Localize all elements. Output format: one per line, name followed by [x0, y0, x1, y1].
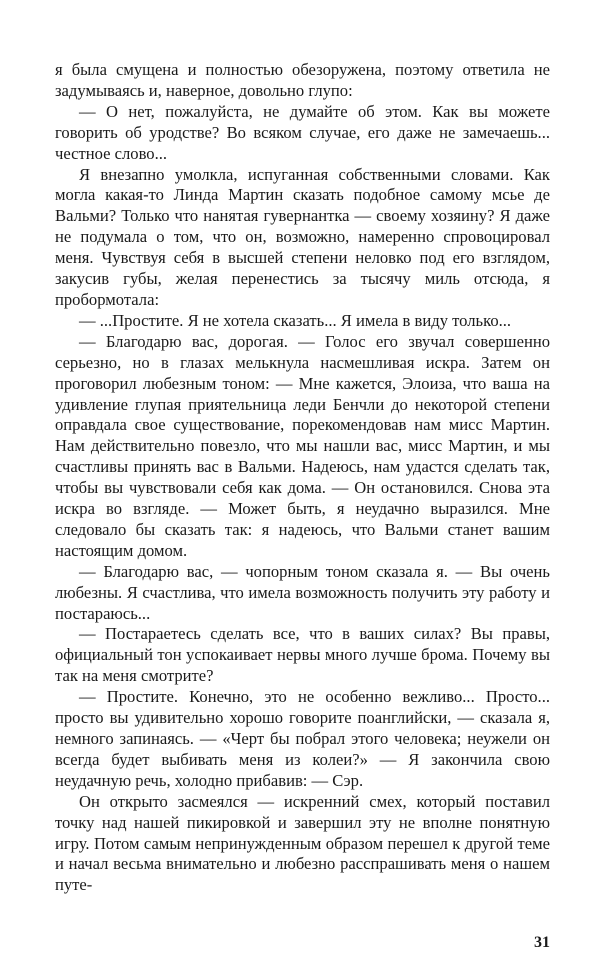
paragraph-1: я была смущена и полностью обезоружена, поэтому ответила не задумываясь и, наверное, довольно глупо:	[55, 60, 550, 100]
paragraph-5: — Благодарю вас, дорогая. — Голос его звучал совершенно серьезно, но в глазах мелькнула насмешливая искра. Затем он проговорил любезным тоном: — Мне кажется, Элоиза, что ваша на удивление глупая приятельница леди Бенчли до некоторой степени оправдала свое существование, порекомендовав нам мисс Мартин. Нам действительно повезло, что мы нашли вас, мисс Мартин, и мы счастливы принять вас в Вальми. Надеюсь, нам удастся сделать так, чтобы вы чувствовали себя как дома. — Он остановился. Снова эта искра во взгляде. — Может быть, я неудачно выразился. Мне следовало бы сказать так: я надеюсь, что Вальми станет вашим настоящим домом.	[55, 331, 550, 560]
page-number: 31	[534, 934, 550, 951]
paragraph-4: — ...Простите. Я не хотела сказать... Я имела в виду только...	[79, 310, 512, 330]
page-body	[55, 60, 550, 896]
paragraph-9: Он открыто засмеялся — искренний смех, который поставил точку над нашей пикировкой и завершил эту не вполне понятную игру. Потом самым непринужденным образом перешел к другой теме и начал весьма внимательно и любезно расспрашивать меня о нашем путе-	[55, 791, 550, 895]
paragraph-3: Я внезапно умолкла, испуганная собственными словами. Как могла какая-то Линда Мартин сказать подобное самому мсье де Вальми? Только что нанятая гувернантка — своему хозяину? Я даже не подумала о том, что он, возможно, намеренно спровоцировал меня. Чувствуя себя в высшей степени неловко под его взглядом, закусив губы, желая перенестись за тысячу миль отсюда, я пробормотала:	[55, 164, 550, 309]
paragraph-6: — Благодарю вас, — чопорным тоном сказала я. — Вы очень любезны. Я счастлива, что имела возможность получить эту работу и постараюсь...	[55, 561, 550, 623]
paragraph-2: — О нет, пожалуйста, не думайте об этом. Как вы можете говорить об уродстве? Во всяком случае, его даже не замечаешь... честное слово...	[55, 101, 550, 163]
paragraph-7: — Постараетесь сделать все, что в ваших силах? Вы правы, официальный тон успокаивает нервы много лучше брома. Почему вы так на меня смотрите?	[55, 624, 550, 686]
paragraph-8: — Простите. Конечно, это не особенно вежливо... Просто... просто вы удивительно хорошо говорите поанглийски, — сказала я, немного запинаясь. — «Черт бы побрал этого человека; неужели он всегда будет выбивать меня из колеи?» — Я закончила свою неудачную речь, холодно прибавив: — Сэр.	[55, 687, 550, 790]
